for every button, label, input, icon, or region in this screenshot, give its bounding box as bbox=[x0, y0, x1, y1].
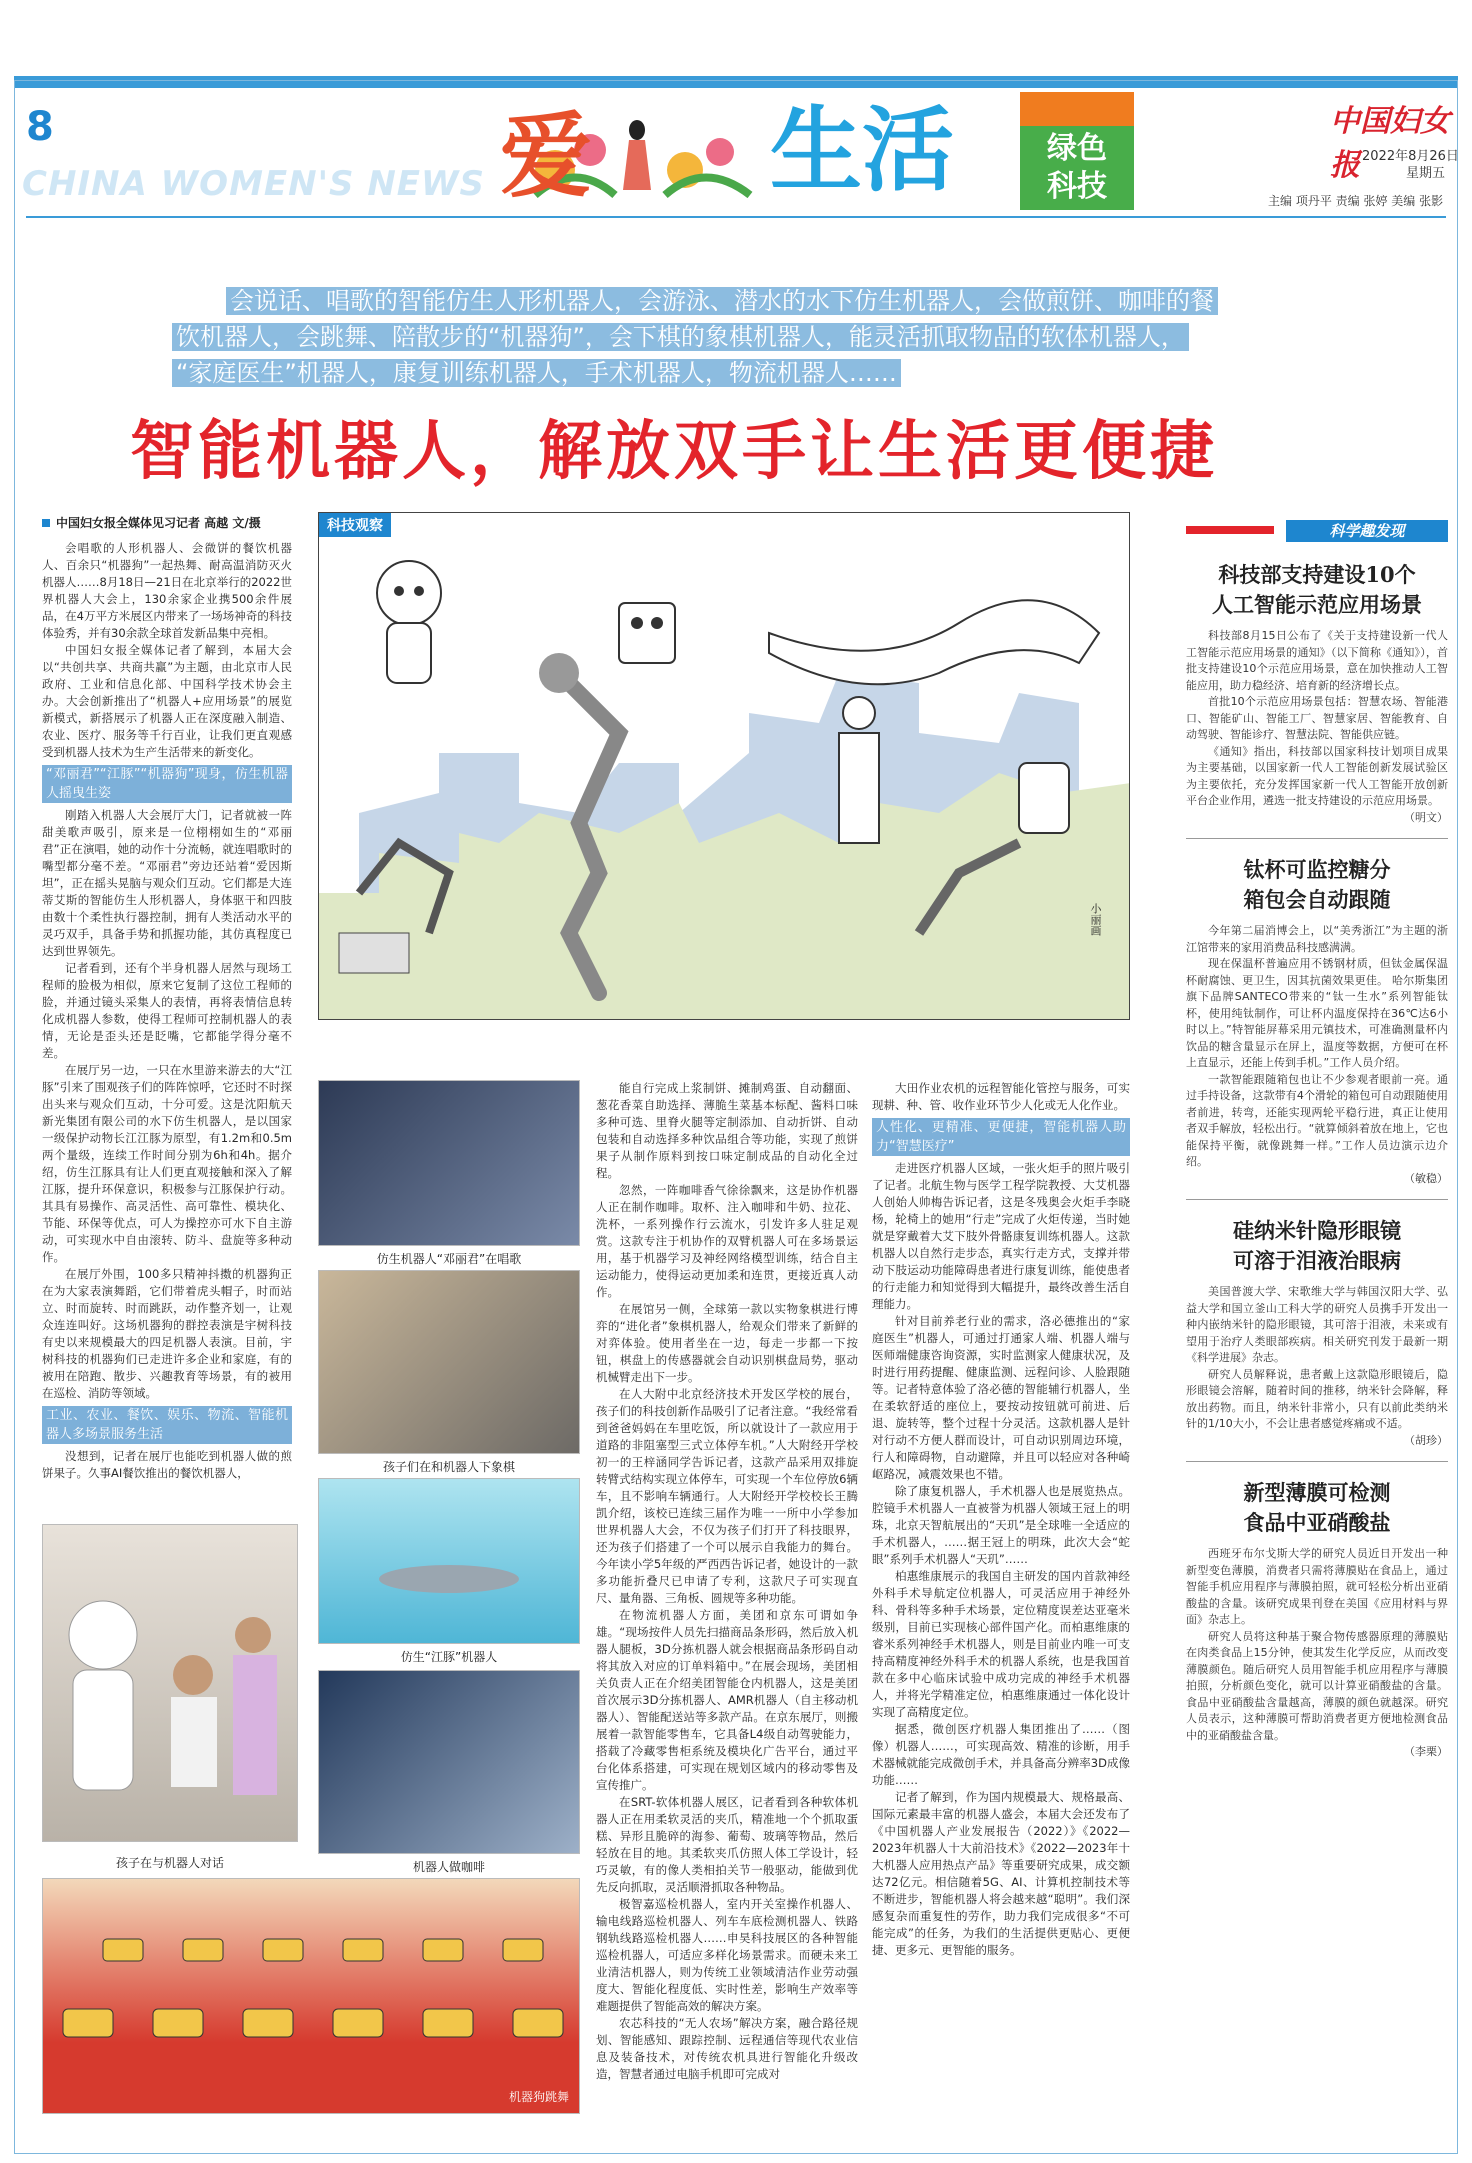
paragraph: 除了康复机器人，手术机器人也是展览热点。腔镜手术机器人一直被誉为机器人领域王冠上的明珠，北京天智航展出的“天玑”是全球唯一全适应的手术机器人，……据王冠上的明珠，此次大会“蛇眼”系列手术机器人“天玑”…… bbox=[872, 1484, 1130, 1566]
section-tag-top bbox=[1020, 92, 1134, 126]
section-life: 生活 bbox=[770, 96, 955, 204]
right-column-banner bbox=[1186, 520, 1448, 542]
article-column-2 bbox=[596, 1080, 858, 2150]
photo-caption: 机器狗跳舞 bbox=[508, 2090, 569, 2104]
banner-label: 科学趣发现 bbox=[1286, 520, 1448, 542]
paragraph: 记者看到，还有个半身机器人居然与现场工程师的脸极为相似，原来它复制了这位工程师的脸，并通过镜头采集人的表情，再将表情信息转化成机器人参数，使得工程师可控制机器人的表情，无论是歪头还是眨嘴，它都能学得分毫不差。 bbox=[42, 961, 292, 1060]
paragraph: 走进医疗机器人区域，一张火炬手的照片吸引了记者。北航生物与医学工程学院教授、大艾机器人创始人帅梅告诉记者，这是冬残奥会火炬手李晓杨，轮椅上的她用“行走”完成了火炬传递，当时她就是穿戴着大艾下肢外骨骼康复训练机器人。这款机器人以自然行走步态，真实行走方式，支撑并带动下肢运动功能障碍患者进行康复训练，能使患者的行走能力和知觉得到大幅提升，最终改善生活自理能力。 bbox=[872, 1161, 1130, 1311]
paragraph: 据悉，微创医疗机器人集团推出了……（图像）机器人……，可实现高效、精准的诊断，用手术器械就能完成微创手术，并具备高分辨率3D成像功能…… bbox=[872, 1722, 1130, 1787]
subheading: “邓丽君”“江豚”“机器狗”现身，仿生机器人摇曳生姿 bbox=[42, 765, 292, 803]
headline: 智能机器人，解放双手让生活更便捷 bbox=[130, 414, 1218, 489]
paragraph: 在展厅外围，100多只精神抖擞的机器狗正在为大家表演舞蹈，它们带着虎头帽子，时而站立、时而旋转、时而跳跃，动作整齐划一，让观众连连叫好。这场机器狗的群控表演是宇树科技有史以来规模最大的四足机器人表演。目前，宇树科技的机器狗们已走进许多企业和家庭，有的被用在陪跑、散步、兴趣教育等场景，有的被用在巡检、消防等领域。 bbox=[42, 1267, 292, 1400]
article-title: 可溶于泪液治眼病 bbox=[1233, 1248, 1401, 1273]
right-column bbox=[1186, 560, 1448, 2150]
paragraph: 在人大附中北京经济技术开发区学校的展台，孩子们的科技创新作品吸引了记者注意。“我经常看到爸爸妈妈在车里吃饭，所以就设计了一款应用于道路的非阻塞型三式立体停车机。”人大附经开学校初一的王梓涵同学告诉记者，这款产品采用双排旋转臂式结构实现立体停车，可实现一个车位停放6辆车，且不影响车辆通行。人大附经开学校校长王腾凯介绍，该校已连续三届作为唯一一所中小学参加世界机器人大会，不仅为孩子们打开了科技眼界，还为孩子们搭建了一个可以展示自我能力的舞台。今年读小学5年级的严西西告诉记者，她设计的一款多功能折叠尺已申请了专利，这款尺子可实现直尺、量角器、三角板、圆规等多种功能。 bbox=[596, 1387, 858, 1605]
article-body: 美国普渡大学、宋歌维大学与韩国汉阳大学、弘益大学和国立釜山工科大学的研究人员携手开发出一种内嵌纳米针的隐形眼镜，其可溶于泪液，未来或有望用于治疗人类眼部疾病。相关研究刊发于最新一期《科学进展》杂志。 研究人员解释说，患者戴上这款隐形眼镜后，隐形眼镜会溶解，随着时间的推移，纳米针会降解，释放出药物。而且，纳米针非常小，只有以前此类纳米针的1/10大小，不会让患者感觉疼痛或不适。 （胡珍） bbox=[1186, 1284, 1448, 1449]
photo-caption: 孩子在与机器人对话 bbox=[115, 1856, 224, 1870]
paragraph: 忽然，一阵咖啡香气徐徐飘来，这是协作机器人正在制作咖啡。取杯、注入咖啡和牛奶、拉花、洗杯，一系列操作行云流水，引发许多人驻足观赏。这款专注于机协作的双臂机器人可在多场景运用，基于机器学习及神经网络模型训练，结合自主运动能力，使得运动更加柔和连贯，更接近真人动作。 bbox=[596, 1183, 858, 1299]
photo-finless-porpoise-robot bbox=[318, 1478, 580, 1644]
article-title: 人工智能示范应用场景 bbox=[1212, 592, 1422, 617]
author: （胡珍） bbox=[1404, 1433, 1448, 1447]
author: （明文） bbox=[1404, 810, 1448, 824]
paragraph: 能自行完成上浆制饼、摊制鸡蛋、自动翻面、葱花香菜自助选择、薄脆生菜基本标配、酱料口味多种可选、里脊火腿等定制添加、自动折饼、自动包装和自动选择多种饮品组合等功能，实现了煎饼果子从制作原料到按口味定制成品的自动化全过程。 bbox=[596, 1081, 858, 1180]
paragraph: 没想到，记者在展厅也能吃到机器人做的煎饼果子。久事AI餐饮推出的餐饮机器人， bbox=[42, 1449, 292, 1480]
photo-robot-dogs bbox=[42, 1878, 580, 2114]
article-column-3 bbox=[872, 1080, 1130, 2150]
paragraph: 记者了解到，作为国内规模最大、规格最高、国际元素最丰富的机器人盛会，本届大会还发布了《中国机器人产业发展报告（2022）》《2022—2023年机器人十大前沿技术》《2022—2023年十大机器人应用热点产品》等重要研究成果，成交额达72亿元。相信随着5G、AI、计算机控制技术等不断进步，智能机器人将会越来越“聪明”。我们深感复杂而重复性的劳作，助力我们完成很多“不可能完成”的任务，为我们的生活提供更贴心、更便捷、更多元、更智能的服务。 bbox=[872, 1790, 1130, 1957]
photo-coffee-robot bbox=[318, 1670, 580, 1854]
tag-line-1: 绿色 bbox=[1047, 131, 1107, 166]
section-tag-label bbox=[1020, 126, 1134, 210]
paragraph: 会唱歌的人形机器人、会微饼的餐饮机器人、百余只“机器狗”一起热舞、耐高温消防灭火机器人……8月18日—21日在北京举行的2022世界机器人大会上，130余家企业携500余件展品，在4万平方米展区内带来了一场场神奇的科技体验秀，并有30余款全球首发新品集中亮相。 bbox=[42, 541, 292, 640]
paragraph: 在物流机器人方面，美团和京东可谓如争雄。“现场按件人员先扫描商品条形码，然后放入机器人腿板，3D分拣机器人就会根据商品条形码自动将其放入对应的订单料箱中。”在展会现场，美团相关负责人正在介绍美团智能仓内机器人，这是美团首次展示3D分拣机器人、AMR机器人（自主移动机器人）、智能配送站等多款产品。在京东展厅，则搬展着一款智能零售车，它具备L4级自动驾驶能力，搭载了冷藏零售柜系统及模块化广告平台，通过平台化体系搭建，可实现在规划区域内的移动零售及宣传推广。 bbox=[596, 1608, 858, 1792]
lead-line-3: “家庭医生”机器人，康复训练机器人，手术机器人，物流机器人…… bbox=[172, 356, 901, 390]
photo-caption: 机器人做咖啡 bbox=[412, 1860, 485, 1874]
illustration-artist: 小丽画 bbox=[1089, 903, 1102, 936]
article-title: 箱包会自动跟随 bbox=[1243, 887, 1391, 912]
robot-dog-row bbox=[43, 1879, 580, 2114]
photo-caption: 仿生“江豚”机器人 bbox=[400, 1650, 498, 1664]
date: 2022年8月26日 bbox=[1362, 149, 1459, 164]
paragraph: 大田作业农机的远程智能化管控与服务，可实现耕、种、管、收作业环节少人化或无人化作业。 bbox=[872, 1081, 1130, 1112]
lead-line-2: 饮机器人，会跳舞、陪散步的“机器狗”，会下棋的象棋机器人，能灵活抓取物品的软体机器人， bbox=[172, 320, 1189, 354]
paragraph: 针对目前养老行业的需求，洛必德推出的“家庭医生”机器人，可通过打通家人端、机器人端与医师端健康咨询资源，实时监测家人健康状况，及时进行用药提醒、健康监测、远程问诊、人脸跟随等。记者特意体验了洛必德的智能辅行机器人，坐在柔软舒适的座位上，要按动按钮就可前进、后退、旋转等，整个过程十分灵活。这款机器人是针对行动不方便人群而设计，可自动识别周边环境，行人和障碍物，自动避障，并且可以轻应对各种崎岖路况，减震效果也不错。 bbox=[872, 1314, 1130, 1481]
lead-line-1: 会说话、唱歌的智能仿生人形机器人，会游泳、潜水的水下仿生机器人，会做煎饼、咖啡的餐 bbox=[226, 284, 1218, 318]
author: （敏稳） bbox=[1404, 1171, 1448, 1185]
paragraph: 中国妇女报全媒体记者了解到，本届大会以“共创共享、共商共赢”为主题，由北京市人民政府、工业和信息化部、中国科学技术协会主办。大会创新推出了“机器人+应用场景”的展览新模式，新搭展示了机器人正在深度融入制造、农业、医疗、服务等千行百业，让我们更直观感受到机器人技术为生产生活带来的新变化。 bbox=[42, 643, 292, 759]
divider bbox=[1186, 838, 1448, 839]
paragraph: 在展厅另一边，一只在水里游来游去的大“江豚”引来了围观孩子们的阵阵惊呼，它还时不时探出头来与观众们互动，十分可爱。这是沈阳航天新光集团有限公司的水下仿生机器人，是以国家一级保护动物长江江豚为原型，有1.2m和0.5m两个量级，连续工作时间分别为6h和4h。据介绍，仿生江豚具有让人们更直观接触和深入了解江豚，提升环保意识，积极参与江豚保护行动。其具有易操作、高灵活性、高可靠性、模块化、节能、环保等优点，可人为操控亦可水下自主游动，可实现水中自由滚转、防斗、盘旋等多种动作。 bbox=[42, 1063, 292, 1264]
article-body: 今年第二届消博会上，以“美秀浙江”为主题的浙江馆带来的家用消费品科技感满满。 现在保温杯普遍应用不锈钢材质，但钛金属保温杯耐腐蚀、更卫生，因其抗菌效果更佳。 哈尔斯集团旗下品牌SANTECO带来的“钛一生水”系列智能钛杯，使用纯钛制作，可让杯内温度保持在36℃达6小时以上。”特智能屏幕采用元镇技术，可准确测量杯内饮品的糖含量显示在屏上，温度等数据，方便可在杯上直显示，还能上传到手机。”工作人员介绍。 一款智能跟随箱包也让不少参观者眼前一亮。通过手持设备，这款带有4个滑轮的箱包可自动跟随使用者前进，转弯，还能实现两轮平稳行进，真正让使用者双手解放，轻松出行。“就算倾斜着放在地上，它也能保持平衡，就像跳舞一样。”工作人员边演示边介绍。 （敏稳） bbox=[1186, 923, 1448, 1187]
photo-caption: 仿生机器人“邓丽君”在唱歌 bbox=[376, 1252, 522, 1266]
subheading: 工业、农业、餐饮、娱乐、物流、智能机器人多场景服务生活 bbox=[42, 1406, 292, 1444]
child-robot-figure bbox=[43, 1525, 298, 1842]
weekday: 星期五 bbox=[1406, 166, 1446, 181]
editors: 主编 项丹平 责编 张婷 美编 张影 bbox=[1268, 194, 1444, 208]
section-tag bbox=[1020, 92, 1134, 210]
page-number: 8 bbox=[26, 104, 54, 150]
paragraph: 刚踏入机器人大会展厅大门，记者就被一阵甜美歌声吸引，原来是一位栩栩如生的“邓丽君”正在演唱，她的动作十分流畅，就连唱歌时的嘴型都分毫不差。“邓丽君”旁边还站着“爱因斯坦”，正在摇头晃脑与观众们互动。它们都是大连蒂艾斯的智能仿生人形机器人，身体驱干和四肢由数十个柔性执行器控制，拥有人类活动水平的灵巧双手，具备手势和抓握功能，其仿真程度已达到世界领先。 bbox=[42, 808, 292, 958]
article-body: 科技部8月15日公布了《关于支持建设新一代人工智能示范应用场景的通知》（以下简称《通知》），首批支持建设10个示范应用场景，意在加快推动人工智能应用，助力稳经济、培育新的经济增长点。 首批10个示范应用场景包括：智慧农场、智能港口、智能矿山、智能工厂、智慧家居、智能教育、自动驾驶、智能诊疗、智慧法院、智能供应链。 《通知》指出，科技部以国家科技计划项目成果为主要基础，以国家新一代人工智能创新发展试验区为主要依托，充分发挥国家新一代人工智能开放创新平台企业作用，遴选一批支持建设的示范应用场景。 （明文） bbox=[1186, 628, 1448, 826]
photo-caption: 孩子们在和机器人下象棋 bbox=[382, 1460, 515, 1474]
paragraph: 极智嘉巡检机器人，室内开关室操作机器人、输电线路巡检机器人、列车车底检测机器人、铁路钢轨线路巡检机器人……申昊科技展区的各种智能巡检机器人，可适应多样化场景需求。而硬未来工业清洁机器人，则为传统工业领域清洁作业劳动强度大、智能化程度低、实时性差，影响生产效率等难题提供了智能高效的解决方案。 bbox=[596, 1897, 858, 2013]
byline: 中国妇女报全媒体见习记者 高越 文/摄 bbox=[42, 514, 261, 531]
article-title: 科技部支持建设10个 bbox=[1218, 562, 1416, 587]
article-title: 食品中亚硝酸盐 bbox=[1243, 1510, 1391, 1535]
english-title: CHINA WOMEN'S NEWS bbox=[22, 164, 485, 204]
photo-chess-robot bbox=[318, 1270, 580, 1454]
paper-date bbox=[1362, 148, 1459, 182]
robot-illustration bbox=[319, 513, 1130, 1020]
photo-child-robot bbox=[42, 1524, 298, 1842]
paragraph: 柏惠维康展示的我国自主研发的国内首款神经外科手术导航定位机器人，可灵活应用于神经外科、骨科等多种手术场景，定位精度误差达亚毫米级别，目前已实现核心部件国产化。而柏惠维康的睿米系列神经手术机器人，则是目前业内唯一可支持高精度神经外科手术的机器人系统，也是我国首款在多中心临床试验中成功完成的神经手术机器人，并将光学精准定位，柏惠维康通过一体化设计实现了高精度定位。 bbox=[872, 1569, 1130, 1719]
illustration-tag: 科技观察 bbox=[319, 513, 391, 537]
porpoise-icon bbox=[319, 1479, 580, 1644]
divider bbox=[1186, 1199, 1448, 1200]
illustration bbox=[318, 512, 1130, 1020]
subheading: 人性化、更精准、更便捷，智能机器人助力“智慧医疗” bbox=[872, 1118, 1130, 1156]
paragraph: 农芯科技的“无人农场”解决方案，融合路径规划、智能感知、跟踪控制、远程通信等现代农业信息及装备技术，对传统农机具进行智能化升级改造，智慧者通过电脑手机即可完成对 bbox=[596, 2016, 858, 2081]
author: （李栗） bbox=[1404, 1745, 1448, 1758]
paper-name: 中国妇女报 bbox=[1330, 104, 1450, 183]
paragraph: 在SRT-软体机器人展区，记者看到各种软体机器人正在用柔软灵活的夹爪，精准地一个个抓取蛋糕、异形且脆碎的海参、葡萄、玻璃等物品，然后轻放在目的地。其柔软夹爪仿照人体工学设计，轻巧灵敏，有的像人类相拍关节一般驱动，能做到优先反向抓取，灵活顺滑抓取各种物品。 bbox=[596, 1795, 858, 1894]
article-title: 新型薄膜可检测 bbox=[1243, 1480, 1391, 1505]
tag-line-2: 科技 bbox=[1047, 169, 1107, 204]
article-title: 钛杯可监控糖分 bbox=[1243, 857, 1391, 882]
header-divider bbox=[26, 216, 1446, 218]
paragraph: 在展馆另一侧，全球第一款以实物象棋进行博弈的“进化者”象棋机器人，给观众们带来了新鲜的对弈体验。使用者坐在一边，每走一步都一下按钮，棋盘上的传感器就会自动识别棋盘局势，驱动机械臂走出下一步。 bbox=[596, 1302, 858, 1384]
photo-singing-robot bbox=[318, 1080, 580, 1246]
article-title: 硅纳米针隐形眼镜 bbox=[1233, 1218, 1401, 1243]
article-body: 西班牙布尔戈斯大学的研究人员近日开发出一种新型变色薄膜，消费者只需将薄膜贴在食品上，通过智能手机应用程序与薄膜拍照，就可轻松分析出亚硝酸盐的含量。该研究成果刊登在美国《应用材料与界面》杂志上。 研究人员将这种基于聚合物传感器原理的薄膜贴在肉类食品上15分钟，使其发生化学反应，从而改变薄膜颜色。随后研究人员用智能手机应用程序与薄膜拍照，分析颜色变化，就可以计算亚硝酸盐的含量。食品中亚硝酸盐含量越高，薄膜的颜色就越深。研究人员表示，这种薄膜可帮助消费者更方便地检测食品中的亚硝酸盐含量。 （李栗） bbox=[1186, 1546, 1448, 1761]
article-column-1 bbox=[42, 540, 292, 1505]
section-love: 爱 bbox=[500, 102, 593, 210]
divider bbox=[1186, 1461, 1448, 1462]
